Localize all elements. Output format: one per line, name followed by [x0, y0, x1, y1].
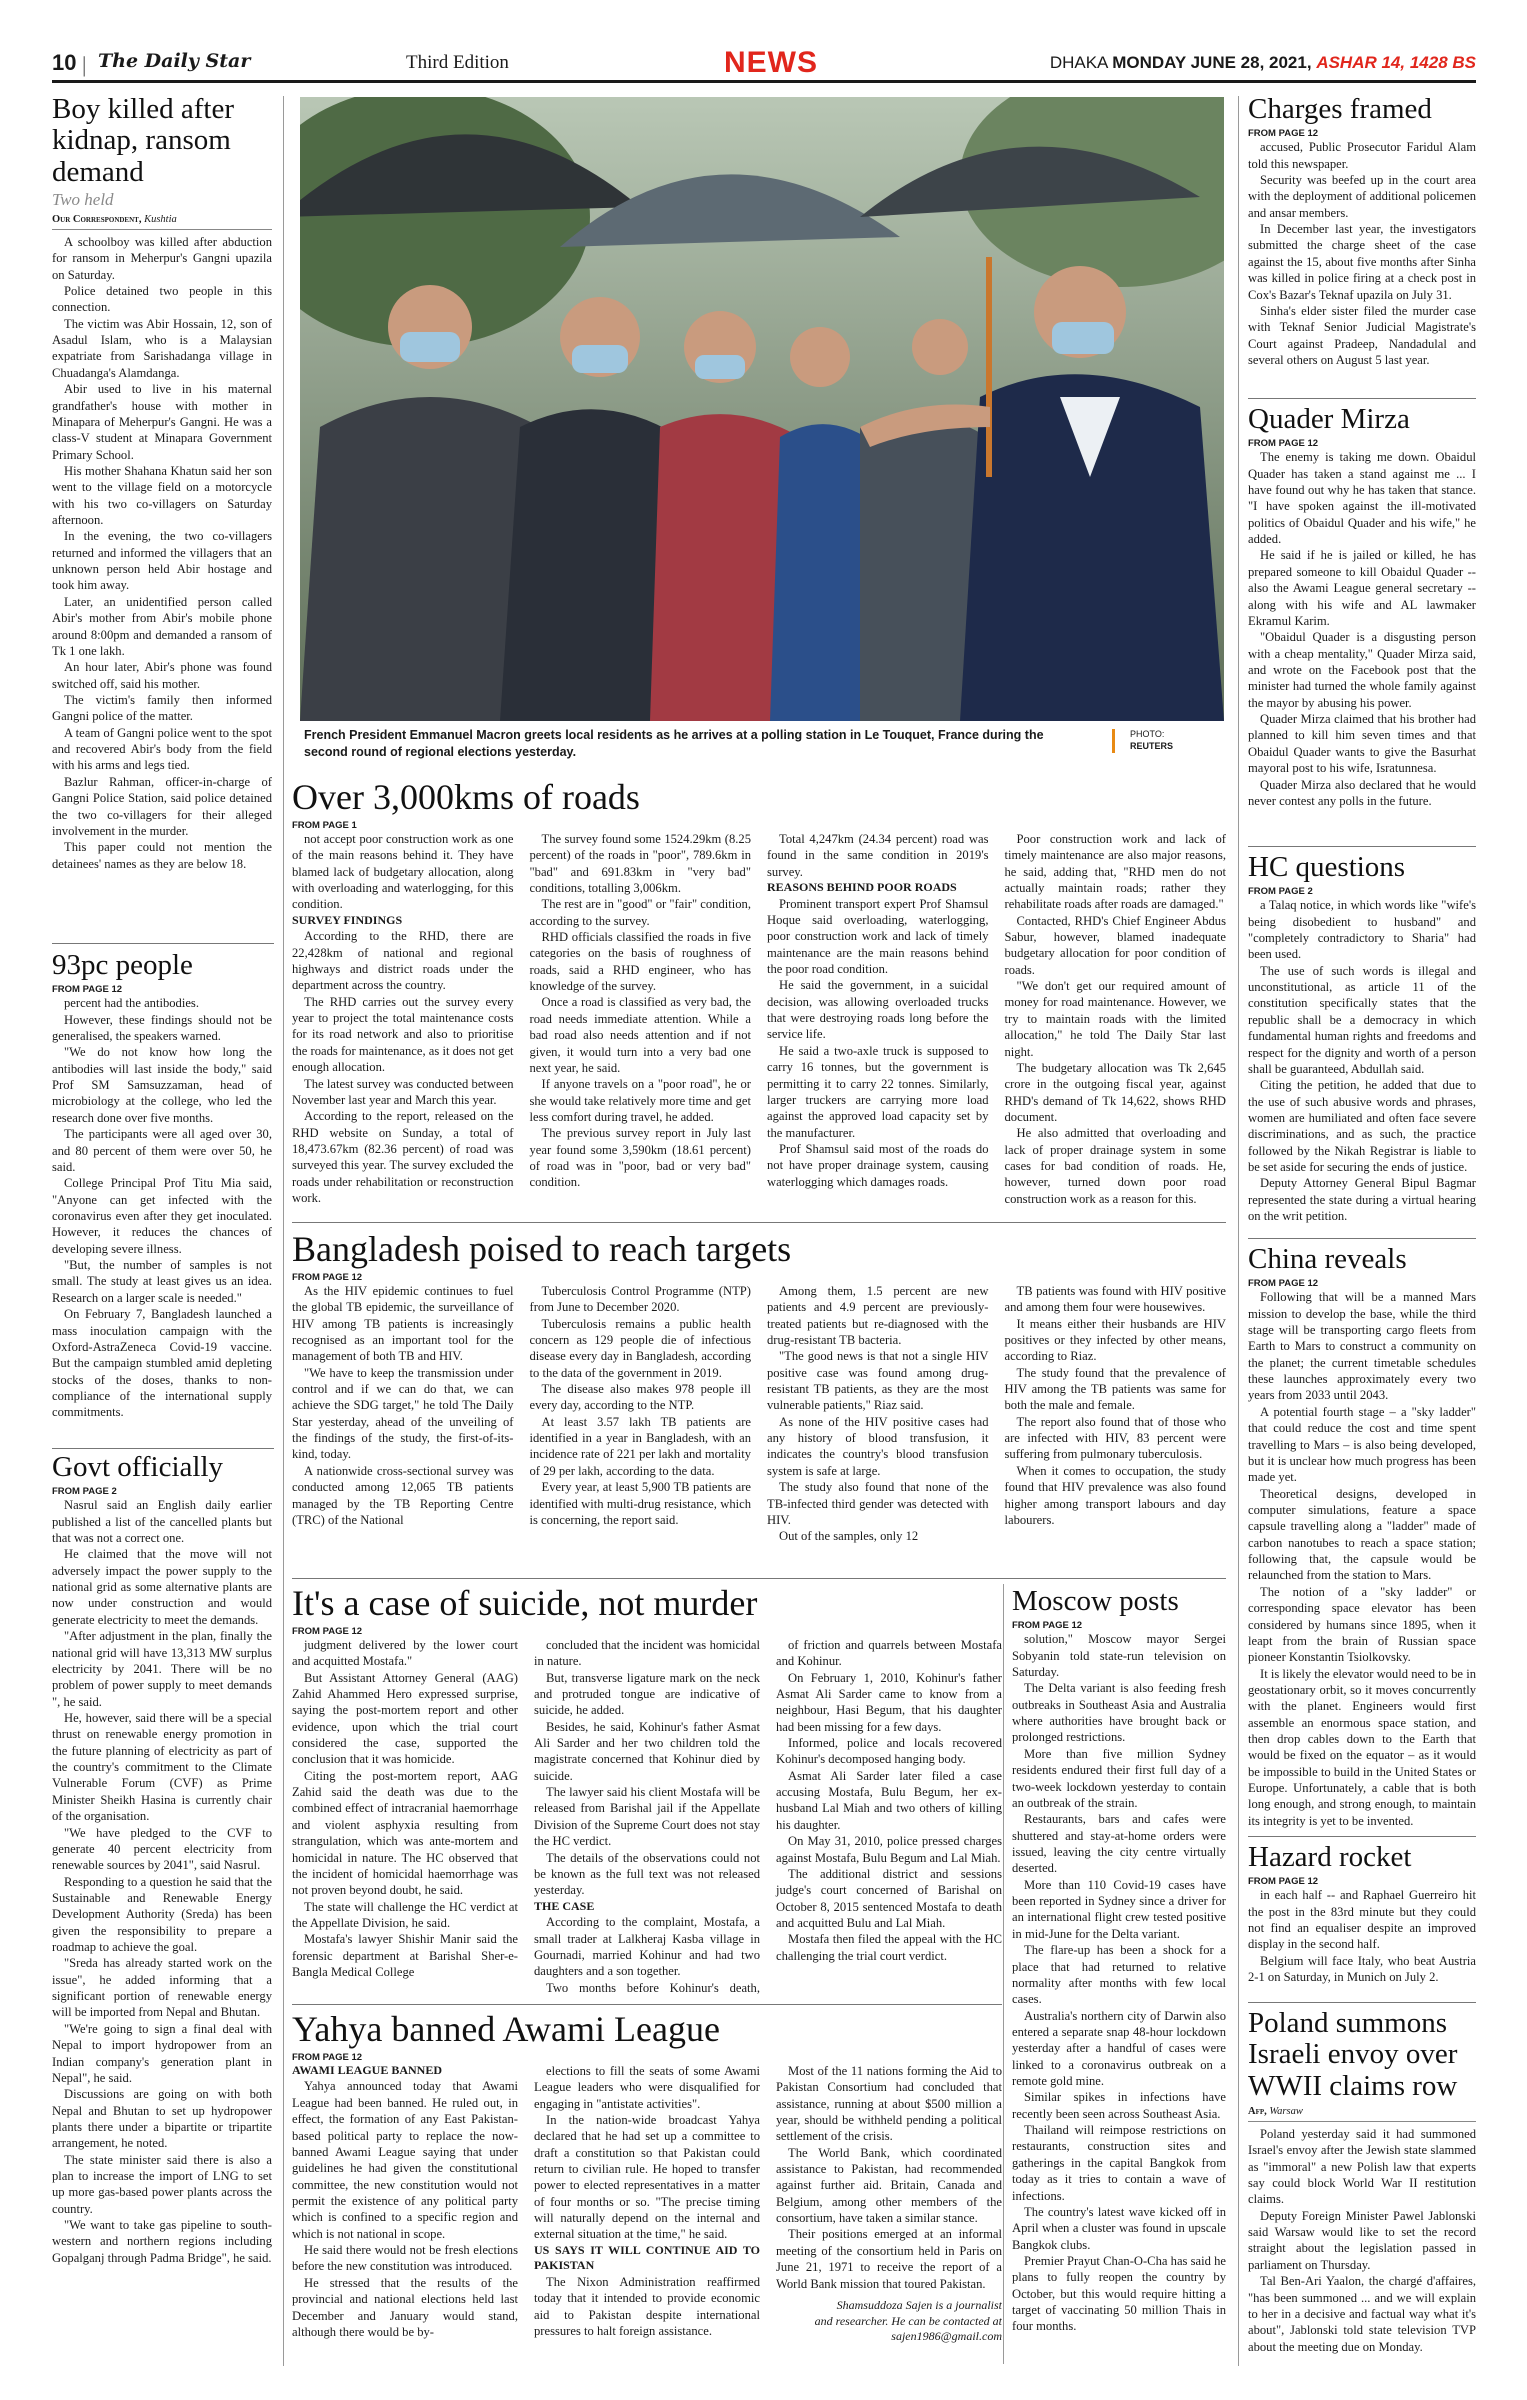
- subheading: SURVEY FINDINGS: [292, 912, 403, 927]
- paragraph: He said if he is jailed or killed, he has prepared someone to kill Obaidul Quader -- also the Awami League general secretary -- along with his wife and AL lawmaker Ekramul Karim.: [1248, 548, 1476, 628]
- dateline-bangla-date: ASHAR 14, 1428 BS: [1316, 53, 1476, 72]
- paragraph: He said a two-axle truck is supposed to carry 16 tonnes, but the government is permitting it to carry 22 tonnes. Similarly, larger truckers are carrying more load against the approved load capacity set by the manufacturer.: [767, 1043, 989, 1140]
- photo-illustration: [300, 97, 1224, 721]
- headline-govt-officially: Govt officially: [52, 1452, 224, 1483]
- masthead-logo: The Daily Star: [98, 50, 251, 72]
- paragraph: According to the report, released on the RHD website on Sunday, a total of 18,473.67km (82.36 percent) of road was surveyed this year. The survey excluded the roads under rehabilitation or reconstruction work.: [292, 1109, 514, 1206]
- paragraph: Most of the 11 nations forming the Aid to Pakistan Consortium had concluded that assistance, running at about $500 million a year, should be withheld pending a political settlement of the crisis.: [776, 2063, 1002, 2144]
- paragraph: Citing the post-mortem report, AAG Zahid said the death was due to the combined effect of intracranial haemorrhage and violent asphyxia resulting from strangulation, which was ante-mortem and homicidal in nature. The HC observed that the incident of homicidal haemorrhage was not proven beyond doubt, he said.: [292, 1768, 518, 1898]
- paragraph: a Talaq notice, in which words like "wife's being disobedient to husband" and "completely contradictory to Sharia" had been used.: [1248, 898, 1476, 962]
- paragraph: "Obaidul Quader is a disgusting person with a cheap mentality," Quader Mirza said, and wrote on the Facebook post that the minister had turned the whole family against the mayor by abusing his power.: [1248, 630, 1476, 710]
- paragraph: Bazlur Rahman, officer-in-charge of Gangni Police Station, said police detained the two co-villagers for their alleged involvement in the murder.: [52, 774, 272, 838]
- page-number: 10: [52, 50, 77, 75]
- lead-photo: [300, 97, 1224, 721]
- dateline: [1050, 53, 1476, 73]
- article-hc: [1248, 852, 1476, 1244]
- paragraph: The previous survey report in July last year found some 3,590km (18.61 percent) of road was in "poor, bad or very bad" condition.: [529, 1126, 751, 1190]
- paragraph: It means either their husbands are HIV positives or they infected by other means, according to Riaz.: [1004, 1316, 1226, 1364]
- article-column: [534, 2063, 760, 2345]
- article-charges: [1248, 94, 1476, 396]
- paragraph: The report also found that of those who are infected with HIV, 83 percent were suffering from pulmonary tuberculosis.: [1004, 1414, 1226, 1462]
- paragraph: At least 3.57 lakh TB patients are identified in a year in Bangladesh, with an incidence rate of 221 per lakh and mortality of 29 per lakh, according to the data.: [529, 1414, 751, 1478]
- continued-from: FROM PAGE 12: [1248, 438, 1319, 450]
- paragraph: In December last year, the investigators submitted the charge sheet of the case against the 15, about five months after Sinha was killed in police firing at a check post in Cox's Bazar's Teknaf upazila on July 31.: [1248, 222, 1476, 302]
- article-body: [1012, 1631, 1226, 2334]
- article-govt-officially: [52, 1452, 272, 2362]
- paragraph: The use of such words is illegal and unconstitutional, as article 11 of the constitution specifically states that the republic shall be a democracy in which fundamental human rights and freedoms and respect for the dignity and worth of a person shall be guaranteed, Abdullah said.: [1248, 963, 1476, 1076]
- paragraph: Tuberculosis remains a public health concern as 129 people die of infectious disease every day in Bangladesh, according to the data of the government in 2019.: [529, 1316, 751, 1380]
- paragraph: Later, an unidentified person called Abir's mother from Abir's mobile phone around 8:00pm and demanded a ransom of Tk 1 one lakh.: [52, 594, 272, 658]
- divider: [1248, 1238, 1476, 1239]
- paragraph: However, these findings should not be generalised, the speakers warned.: [52, 1012, 272, 1044]
- byline-agency: Afp,: [1248, 2105, 1267, 2117]
- divider: [52, 943, 274, 944]
- paragraph: "We have pledged to the CVF to generate 40 percent electricity from renewable sources by 2041", said Nasrul.: [52, 1825, 272, 1873]
- photo-credit-source: REUTERS: [1130, 740, 1174, 751]
- paragraph: In the nation-wide broadcast Yahya declared that he had set up a committee to draft a constitution so that Pakistan could return to civilian rule. He hoped to transfer power to elected representatives in a matter of four months or so. "The precise timing will naturally depend on the internal and external situation at the time," he said.: [534, 2112, 760, 2242]
- article-body: [1248, 897, 1476, 1224]
- divider: [292, 1222, 1226, 1223]
- paragraph: The lawyer said his client Mostafa will be released from Barishal jail if the Appellate Division of the Supreme Court does not stay the HC verdict.: [534, 1785, 760, 1849]
- paragraph: "We don't get our required amount of money for road maintenance. However, we try to maintain roads with the limited allocation," he told The Daily Star last night.: [1004, 979, 1226, 1059]
- paragraph: The victim's family then informed Gangni police of the matter.: [52, 693, 272, 724]
- continued-from: FROM PAGE 1: [292, 819, 357, 831]
- paragraph: Poor construction work and lack of timely maintenance are also major reasons, he said, adding that, "RHD men do not actually maintain roads; rather they rehabilitate roads after roads are damaged.": [1004, 831, 1226, 912]
- byline-place: Kushtia: [144, 213, 177, 225]
- caption-text: French President Emmanuel Macron greets local residents as he arrives at a polling station in Le Touquet, France during the second round of regional elections yesterday.: [304, 728, 1044, 759]
- paragraph: A schoolboy was killed after abduction for ransom in Meherpur's Gangni upazila on Saturday.: [52, 234, 272, 282]
- divider: [1248, 1836, 1476, 1837]
- dateline-date: MONDAY JUNE 28, 2021,: [1112, 53, 1312, 72]
- page-header: [52, 48, 1476, 82]
- paragraph: TB patients was found with HIV positive and among them four were housewives.: [1004, 1283, 1226, 1315]
- paragraph: concluded that the incident was homicidal in nature.: [534, 1637, 760, 1669]
- paragraph: judgment delivered by the lower court and acquitted Mostafa.": [292, 1637, 518, 1669]
- paragraph: Security was beefed up in the court area with the deployment of additional policemen and ansar members.: [1248, 173, 1476, 220]
- paragraph: A nationwide cross-sectional survey was conducted among 12,065 TB patients managed by the TB Reporting Centre (TRC) of the National: [292, 1463, 514, 1527]
- article-column: [292, 831, 514, 1207]
- headline-yahya: Yahya banned Awami League: [292, 2010, 720, 2049]
- paragraph: Belgium will face Italy, who beat Austria 2-1 on Saturday, in Munich on July 2.: [1248, 1953, 1476, 1985]
- article-column: [776, 2063, 1002, 2345]
- paragraph: The participants were all aged over 30, and 80 percent of them were over 50, he said.: [52, 1127, 272, 1174]
- paragraph: Restaurants, bars and cafes were shuttered and stay-at-home orders were issued, leaving the city centre virtually deserted.: [1012, 1812, 1226, 1876]
- paragraph: Abir used to live in his maternal grandfather's house with mother in Minapara of Meherpur's Gangni. He was a class-V student at Minapara Government Primary School.: [52, 382, 272, 462]
- paragraph: He said there would not be fresh elections before the new constitution was introduced.: [292, 2243, 518, 2274]
- paragraph: As none of the HIV positive cases had any history of blood transfusion, it indicates the country's blood transfusion system is safe at large.: [767, 1414, 989, 1478]
- paragraph: "The good news is that not a single HIV positive case was found among drug-resistant TB patients, as they are the most vulnerable patients," Riaz said.: [767, 1349, 989, 1413]
- signoff-line: sajen1986@gmail.com: [891, 2329, 1002, 2344]
- paragraph: The study also found that none of the TB-infected third gender was detected with HIV.: [767, 1480, 989, 1527]
- article-roads: [292, 778, 1226, 1208]
- headline-quader: Quader Mirza: [1248, 404, 1410, 435]
- section-title: NEWS: [724, 46, 818, 79]
- paragraph: Poland yesterday said it had summoned Israel's envoy after the Jewish state slammed as "immoral" a new Polish law that experts say could block World War II restitution claims.: [1248, 2126, 1476, 2207]
- paragraph: When it comes to occupation, the study found that HIV prevalence was also found higher among transport labours and day labourers.: [1004, 1463, 1226, 1527]
- article-body: [52, 995, 272, 1420]
- continued-from: FROM PAGE 2: [52, 1486, 117, 1498]
- paragraph: A potential fourth stage – a "sky ladder" that could reduce the cost and time spent travelling to Mars – is also being developed, but it is unclear how much progress has been made yet.: [1248, 1404, 1476, 1485]
- paragraph: On February 1, 2010, Kohinur's father Asmat Ali Sarder came to know from a neighbour, Hasi Begum, that his daughter had been missing for a few days.: [776, 1670, 1002, 1734]
- paragraph: The rest are in "good" or "fair" condition, according to the survey.: [529, 897, 751, 928]
- paragraph: Besides, he said, Kohinur's father Asmat Ali Sarder and her two children told the magistrate concerned that Kohinur died by suicide.: [534, 1719, 760, 1783]
- article-columns: [292, 831, 1226, 1207]
- article-body: [1248, 2126, 1476, 2355]
- continued-from: FROM PAGE 12: [1248, 1876, 1319, 1888]
- author-signoff: [776, 2298, 1002, 2345]
- continued-from: FROM PAGE 12: [52, 984, 123, 996]
- paragraph: Similar spikes in infections have recently been seen across Southeast Asia.: [1012, 2090, 1226, 2121]
- paragraph: Premier Prayut Chan-O-Cha has said he plans to fully reopen the country by October, but this would require hitting a target of vaccinating 50 million Thais in four months.: [1012, 2253, 1226, 2334]
- paragraph: Following that will be a manned Mars mission to develop the base, while the third stage will be transporting cargo fleets from Earth to Mars to construct a community on the planet; the current timetable schedules these launches approximately every two years from 2033 until 2043.: [1248, 1290, 1476, 1403]
- paragraph: in each half -- and Raphael Guerreiro hit the post in the 83rd minute but they could not find an equaliser despite an improved display in the second half.: [1248, 1888, 1476, 1952]
- header-rule: [52, 80, 1476, 83]
- subheading: US SAYS IT WILL CONTINUE AID TO PAKISTAN: [534, 2242, 760, 2273]
- paragraph: RHD officials classified the roads in five categories on the basis of roughness of roads, said a RHD engineer, who has knowledge of the survey.: [529, 930, 751, 994]
- article-columns: [292, 1637, 1002, 1999]
- article-body: [52, 234, 272, 872]
- paragraph: percent had the antibodies.: [64, 996, 199, 1011]
- paragraph: Out of the samples, only 12: [779, 1529, 919, 1544]
- article-column: [767, 1283, 989, 1545]
- paragraph: "We want to take gas pipeline to south-western and northern regions including Gopalganj through Padma Bridge", he said.: [52, 2218, 272, 2265]
- paragraph: "After adjustment in the plan, finally the national grid will have 13,313 MW surplus electricity by 2041. There will be no problem of power supply to meet demands ", he said.: [52, 1629, 272, 1709]
- continued-from: FROM PAGE 12: [1248, 1278, 1319, 1290]
- divider: [1248, 2002, 1476, 2003]
- paragraph: Quader Mirza also declared that he would never contest any polls in the future.: [1248, 777, 1476, 808]
- paragraph: The Nixon Administration reaffirmed today that it intended to provide economic aid to Pakistan despite international pressures to halt foreign assistance.: [534, 2275, 760, 2339]
- paragraph: The state will challenge the HC verdict at the Appellate Division, he said.: [292, 1899, 518, 1930]
- paragraph: Responding to a question he said that the Sustainable and Renewable Energy Development Authority (Sreda) has been given the responsibility to prepare a roadmap to achieve the goal.: [52, 1874, 272, 1955]
- paragraph: Once a road is classified as very bad, the road needs immediate attention. While a bad road also needs attention and if not given, it would turn into a very bad one next year, he said.: [529, 995, 751, 1075]
- continued-from: FROM PAGE 12: [292, 1271, 363, 1283]
- headline-bangladesh-targets: Bangladesh poised to reach targets: [292, 1230, 792, 1269]
- photo-credit: [1130, 729, 1173, 752]
- article-body: [1248, 1887, 1476, 1985]
- article-column: [530, 1283, 752, 1545]
- headline-hazard: Hazard rocket: [1248, 1842, 1412, 1873]
- subheading: REASONS BEHIND POOR ROADS: [767, 879, 957, 894]
- photo-credit-label: PHOTO:: [1130, 729, 1165, 739]
- header-separator: |: [82, 52, 87, 77]
- paragraph: The enemy is taking me down. Obaidul Quader has taken a stand against me ... I have found out why he has taken that stance. "I have spoken against the ill-motivated politics of Obaidul Quader and his wife," he added.: [1248, 450, 1476, 547]
- article-moscow: [1012, 1586, 1226, 2366]
- paragraph: "We do not know how long the antibodies will last inside the body," said Prof SM Samsuzzaman, head of microbiology at the college, who led the research done over five months.: [52, 1045, 272, 1125]
- paragraph: Quader Mirza claimed that his brother had planned to kill him seven times and that Obaidul Quader wants to give the Basurhat mayoral post to his wife, Isratunnesa.: [1248, 712, 1476, 776]
- signoff-line: and researcher. He can be contacted at: [814, 2313, 1002, 2328]
- continued-from: FROM PAGE 12: [1012, 1620, 1083, 1632]
- paragraph: But Assistant Attorney General (AAG) Zahid Ahammed Hero expressed surprise, saying the post-mortem report and other evidence, upon which the trial court considered the case, supported the conclusion that it was homicide.: [292, 1670, 518, 1767]
- article-column: [767, 831, 989, 1207]
- paragraph: He, however, said there will be a special thrust on renewable energy promotion in the future planning of electricity as part of the country's commitment to the Climate Vulnerable Forum (CVF) as Prime Minister Sheikh Hasina is currently chair of the organisation.: [52, 1710, 272, 1824]
- paragraph: The notion of a "sky ladder" or corresponding space elevator has been considered by humans since 1895, when it leapt from the brain of Russian space pioneer Konstantin Tsiolkovsky.: [1248, 1584, 1476, 1665]
- continued-from: FROM PAGE 12: [292, 2051, 363, 2063]
- paragraph: Deputy Attorney General Bipul Bagmar represented the state during a virtual hearing on the writ petition.: [1248, 1176, 1476, 1224]
- article-columns: [292, 1283, 1226, 1545]
- paragraph: If anyone travels on a "poor road", he or she would take relatively more time and get less comfort during travel, he added.: [529, 1077, 751, 1124]
- paragraph: According to the complaint, Mostafa, a small trader at Lalkheraj Kasba village in Gournadi, married Kohinur and had two daughters and a son together.: [534, 1915, 760, 1979]
- article-hazard: [1248, 1842, 1476, 2007]
- paragraph: Tal Ben-Ari Yaalon, the chargé d'affaires, "has been summoned ... and we will explain to her in a decisive and factual way what it's about", Jablonski told state television TVP about the meeting due on Monday.: [1248, 2274, 1476, 2354]
- paragraph: "Sreda has already started work on the issue", he added informing that a significant portion of renewable energy will be imported from Nepal and Bhutan.: [52, 1956, 272, 2020]
- paragraph: The budgetary allocation was Tk 2,645 crore in the outgoing fiscal year, against RHD's demand of Tk 14,622, shows RHD document.: [1004, 1060, 1226, 1124]
- paragraph: "We're going to sign a final deal with Nepal to import hydropower from an Indian company's generation plant in Nepal", he said.: [52, 2021, 272, 2085]
- paragraph: solution," Moscow mayor Sergei Sobyanin told state-run television on Saturday.: [1012, 1632, 1226, 1680]
- paragraph: In the evening, the two co-villagers returned and informed the villagers that an unknown person held Abir hostage and took him away.: [52, 529, 272, 593]
- column-rule-left: [283, 96, 284, 2366]
- headline-suicide: It's a case of suicide, not murder: [292, 1584, 758, 1623]
- subheading: AWAMI LEAGUE BANNED: [292, 2062, 443, 2077]
- paragraph: The latest survey was conducted between November last year and March this year.: [292, 1076, 514, 1107]
- article-china: [1248, 1244, 1476, 1842]
- paragraph: A team of Gangni police went to the spot and recovered Abir's body from the field with his arms and legs tied.: [52, 725, 272, 773]
- continued-from: FROM PAGE 2: [1248, 886, 1313, 898]
- headline-hc: HC questions: [1248, 852, 1406, 883]
- paragraph: This paper could not mention the detainees' names as they are below 18.: [52, 840, 272, 871]
- paragraph: The victim was Abir Hossain, 12, son of Asadul Islam, who is a Malaysian expatriate from Sarishadanga village in Chuadanga's Alamdanga.: [52, 316, 272, 380]
- article-body: [1248, 139, 1476, 368]
- article-columns: [292, 2063, 1002, 2345]
- paragraph: He also admitted that overloading and lack of proper drainage system in some cases for bad condition of roads. He, however, turned down poor road construction work as a reason for this.: [1004, 1126, 1226, 1206]
- paragraph: As the HIV epidemic continues to fuel the global TB epidemic, the surveillance of HIV among TB patients is increasingly recognised as an important tool for the management of both TB and HIV.: [292, 1283, 514, 1364]
- article-body: [1248, 1289, 1476, 1829]
- paragraph: Discussions are going on with both Nepal and Bhutan to set up hydropower plants there under a bipartite or tripartite arrangement, he noted.: [52, 2087, 272, 2151]
- headline-boy-killed: Boy killed after kidnap, ransom demand: [52, 94, 235, 188]
- paragraph: Prominent transport expert Prof Shamsul Hoque said overloading, waterlogging, poor construction work and lack of timely maintenance are the main reasons behind the poor road condition.: [767, 896, 989, 976]
- paragraph: According to the RHD, there are 22,428km of national and regional highways and district roads under the department across the country.: [292, 929, 514, 993]
- article-suicide: [292, 1584, 1002, 1999]
- dateline-city: DHAKA: [1049, 53, 1108, 72]
- paragraph: The Delta variant is also feeding fresh outbreaks in Southeast Asia and Australia where authorities have brought back or prolonged restrictions.: [1012, 1681, 1226, 1745]
- paragraph: Theoretical designs, developed in computer simulations, feature a space capsule travelling along a "ladder" made of carbon nanotubes to reach a space station; following that, the capsule would be relaunched from the station to Mars.: [1248, 1486, 1476, 1583]
- article-quader: [1248, 404, 1476, 844]
- paragraph: The details of the observations could not be known as the full text was not released yesterday.: [534, 1850, 760, 1898]
- paragraph: It is likely the elevator would need to be in geostationary orbit, so it moves concurrently with the planet. Engineers would first assemble an enormous space station, and then drop cables down to the Earth that would be fixed on the equator – as it would be impossible to build in the United States or Europe. Unfortunately, a cable that is both long enough, and strong enough, to maintain its integrity is yet to be invented.: [1248, 1666, 1476, 1828]
- paragraph: The state minister said there is also a plan to increase the import of LNG to set up more gas-based power plants across the country.: [52, 2152, 272, 2216]
- paragraph: Thailand will reimpose restrictions on restaurants, construction sites and gatherings in the capital Bangkok from today as it tries to contain a wave of infections.: [1012, 2123, 1226, 2203]
- kicker-two-held: Two held: [52, 189, 114, 209]
- paragraph: Tuberculosis Control Programme (NTP) from June to December 2020.: [529, 1283, 751, 1315]
- paragraph: He claimed that the move will not adversely impact the power supply to the national grid as some alternative plants are now under construction and would generate electricity to meet the demands.: [52, 1547, 272, 1627]
- paragraph: Informed, police and locals recovered Kohinur's decomposed hanging body.: [776, 1736, 1002, 1767]
- paragraph: He stressed that the results of the provincial and national elections held last December and January would stand, although there would be by-: [292, 2275, 518, 2339]
- article-column: [776, 1637, 1002, 1999]
- paragraph: "But, the number of samples is not small. The study at least gives us an idea. Research on a larger scale is needed.": [52, 1258, 272, 1305]
- paragraph: Police detained two people in this connection.: [52, 284, 272, 315]
- paragraph: Mostafa then filed the appeal with the HC challenging the trial court verdict.: [776, 1932, 1002, 1963]
- paragraph: Asmat Ali Sarder later filed a case accusing Mostafa, Bulu Begum, her ex-husband Lal Miah and two others of killing his daughter.: [776, 1768, 1002, 1832]
- article-bangladesh-targets: [292, 1230, 1226, 1570]
- paragraph: Mostafa's lawyer Shishir Manir said the forensic department at Barishal Sher-e-Bangla Medical College: [292, 1932, 518, 1980]
- paragraph: Yahya announced today that Awami League had been banned. He ruled out, in effect, the formation of any East Pakistan-based political party to replace the now-banned Awami League saying that under guidelines he had given the constitutional committee, the new constitution would not permit the existence of any political party which is confined to a specific region and which is not national in scope.: [292, 2079, 518, 2241]
- column-rule: [1003, 1584, 1004, 2364]
- column-rule-right: [1238, 96, 1239, 2366]
- headline-93pc: 93pc people: [52, 950, 193, 981]
- headline-moscow: Moscow posts: [1012, 1586, 1179, 1617]
- article-column: [292, 1283, 514, 1545]
- paragraph: The disease also makes 978 people ill every day, according to the NTP.: [529, 1382, 751, 1413]
- paragraph: Sinha's elder sister filed the murder case with Teknaf Senior Judicial Magistrate's Court against Pradeep, Nandadulal and several others on August 5 last year.: [1248, 303, 1476, 367]
- headline-roads: Over 3,000kms of roads: [292, 778, 640, 817]
- article-93pc: [52, 950, 272, 1480]
- continued-from: FROM PAGE 12: [292, 1625, 363, 1637]
- paragraph: accused, Public Prosecutor Faridul Alam told this newspaper.: [1248, 140, 1476, 171]
- photo-caption: [300, 723, 1224, 765]
- article-yahya: [292, 2010, 1002, 2366]
- divider: [292, 1578, 1226, 1579]
- divider: [1248, 398, 1476, 399]
- paragraph: The additional district and sessions judge's court concerned of Barishal on October 8, 2015 sentenced Mostafa to death and acquitted Bulu and Lal Miah.: [776, 1866, 1002, 1930]
- paragraph: An hour later, Abir's phone was found switched off, said his mother.: [52, 660, 272, 691]
- byline: [52, 214, 272, 230]
- byline-correspondent: Our Correspondent,: [52, 213, 142, 225]
- article-column: [292, 2063, 518, 2345]
- paragraph: Total 4,247km (24.34 percent) road was found in the same condition in 2019's survey.: [767, 831, 989, 879]
- paragraph: Prof Shamsul said most of the roads do not have proper drainage system, causing waterlogging which damages roads.: [767, 1141, 989, 1189]
- article-body: [52, 1497, 272, 2266]
- paragraph: Contacted, RHD's Chief Engineer Abdus Sabur, however, blamed inadequate budgetary allocation for poor condition of roads.: [1004, 913, 1226, 977]
- paragraph: not accept poor construction work as one of the main reasons behind it. They have blamed lack of budgetary allocation, along with overloading and waterlogging, for this condition.: [292, 831, 514, 912]
- subheading: THE CASE: [534, 1898, 595, 1913]
- article-body: [1248, 449, 1476, 809]
- article-column: [1005, 831, 1227, 1207]
- paragraph: The flare-up has been a shock for a place that had returned to relative normality after months with few local cases.: [1012, 1943, 1226, 2007]
- article-column: [1005, 1283, 1227, 1545]
- paragraph: Deputy Foreign Minister Pawel Jablonski said Warsaw would like to set the record straight about the legislation passed in parliament on Thursday.: [1248, 2208, 1476, 2272]
- paragraph: Australia's northern city of Darwin also entered a separate snap 48-hour lockdown yesterday after a handful of cases were linked to a coronavirus outbreak on a remote gold mine.: [1012, 2008, 1226, 2089]
- paragraph: The RHD carries out the survey every year to project the total maintenance costs for its road network and also to prioritise the roads for maintenance, as it does not get enough allocation.: [292, 994, 514, 1075]
- continued-from: FROM PAGE 12: [1248, 128, 1319, 140]
- caption-accent-bar: [1112, 729, 1115, 753]
- divider: [1248, 846, 1476, 847]
- paragraph: Every year, at least 5,900 TB patients are identified with multi-drug resistance, which is concerning, the report said.: [529, 1480, 751, 1527]
- paragraph: The World Bank, which coordinated assistance to Pakistan, had recommended against further aid. Britain, Canada and Belgium, among other members of the consortium, have taken a similar stance.: [776, 2145, 1002, 2226]
- headline-charges: Charges framed: [1248, 94, 1432, 125]
- edition-label: Third Edition: [406, 52, 509, 73]
- paragraph: Nasrul said an English daily earlier published a list of the cancelled plants but that was not a correct one.: [52, 1498, 272, 1546]
- paragraph: On May 31, 2010, police pressed charges against Mostafa, Bulu Begum and Lal Miah.: [776, 1834, 1002, 1865]
- headline-china: China reveals: [1248, 1244, 1407, 1275]
- article-boy-killed: [52, 94, 272, 934]
- paragraph: More than five million Sydney residents endured their first full day of a two-week lockdown yesterday to contain an outbreak of the strain.: [1012, 1746, 1226, 1810]
- article-column: [530, 831, 752, 1207]
- paragraph: elections to fill the seats of some Awami League leaders who were disqualified for engaging in "antistate activities".: [534, 2063, 760, 2111]
- signoff-line: Shamsuddoza Sajen is a journalist: [836, 2297, 1002, 2312]
- article-column: [534, 1637, 760, 1999]
- article-poland: [1248, 2008, 1476, 2366]
- byline: [1248, 2106, 1476, 2122]
- paragraph: His mother Shahana Khatun said her son went to the village field on a motorcycle with his two co-villagers on Saturday afternoon.: [52, 463, 272, 528]
- divider: [52, 1448, 274, 1449]
- byline-place: Warsaw: [1269, 2105, 1303, 2117]
- paragraph: Two months before Kohinur's death,: [546, 1980, 760, 1995]
- paragraph: Their positions emerged at an informal meeting of the consortium held in Paris on June 21, 1971 to receive the report of a World Bank mission that toured Pakistan.: [776, 2227, 1002, 2291]
- paragraph: On February 7, Bangladesh launched a mass inoculation campaign with the Oxford-AstraZeneca Covid-19 vaccine. But the campaign stumbled amid depleting stocks of the doses, thanks to non-compliance of the international supply commitments.: [52, 1307, 272, 1420]
- paragraph: The survey found some 1524.29km (8.25 percent) of the roads in "poor", 789.6km in "bad" and 691.83km in "very bad" conditions, totalling 3,006km.: [529, 831, 751, 895]
- paragraph: The country's latest wave kicked off in April when a cluster was found in upscale Bangkok clubs.: [1012, 2204, 1226, 2252]
- paragraph: But, transverse ligature mark on the neck and protruded tongue are indicative of suicide, he added.: [534, 1670, 760, 1718]
- headline-poland: Poland summons Israeli envoy over WWII claims row: [1248, 2008, 1458, 2102]
- paragraph: "We have to keep the transmission under control and if we can do that, we can achieve the SDG target," he told The Daily Star yesterday, ahead of the unveiling of the findings of the study, the first-of-its-kind, today.: [292, 1365, 514, 1462]
- paragraph: of friction and quarrels between Mostafa and Kohinur.: [776, 1637, 1002, 1669]
- article-column: [292, 1637, 518, 1999]
- paragraph: The study found that the prevalence of HIV among the TB patients was same for both the male and female.: [1004, 1365, 1226, 1413]
- paragraph: More than 110 Covid-19 cases have been reported in Sydney since a driver for an international flight crew tested positive in mid-June for the Delta variant.: [1012, 1877, 1226, 1941]
- paragraph: Among them, 1.5 percent are new patients and 4.9 percent are previously-treated patients but re-diagnosed with the drug-resistant TB bacteria.: [767, 1283, 989, 1347]
- paragraph: He said the government, in a suicidal decision, was allowing overloaded trucks that were destroying roads long before the service life.: [767, 978, 989, 1042]
- paragraph: College Principal Prof Titu Mia said, "Anyone can get infected with the coronavirus even after they get inoculated. However, it reduces the chances of developing severe illness.: [52, 1176, 272, 1256]
- divider: [292, 2004, 1002, 2005]
- paragraph: Citing the petition, he added that due to the use of such abusive words and phrases, women are humiliated and often face severe discriminations, and as such, the practice followed by the Nikah Registrar is liable to be set aside for securing the ends of justice.: [1248, 1078, 1476, 1175]
